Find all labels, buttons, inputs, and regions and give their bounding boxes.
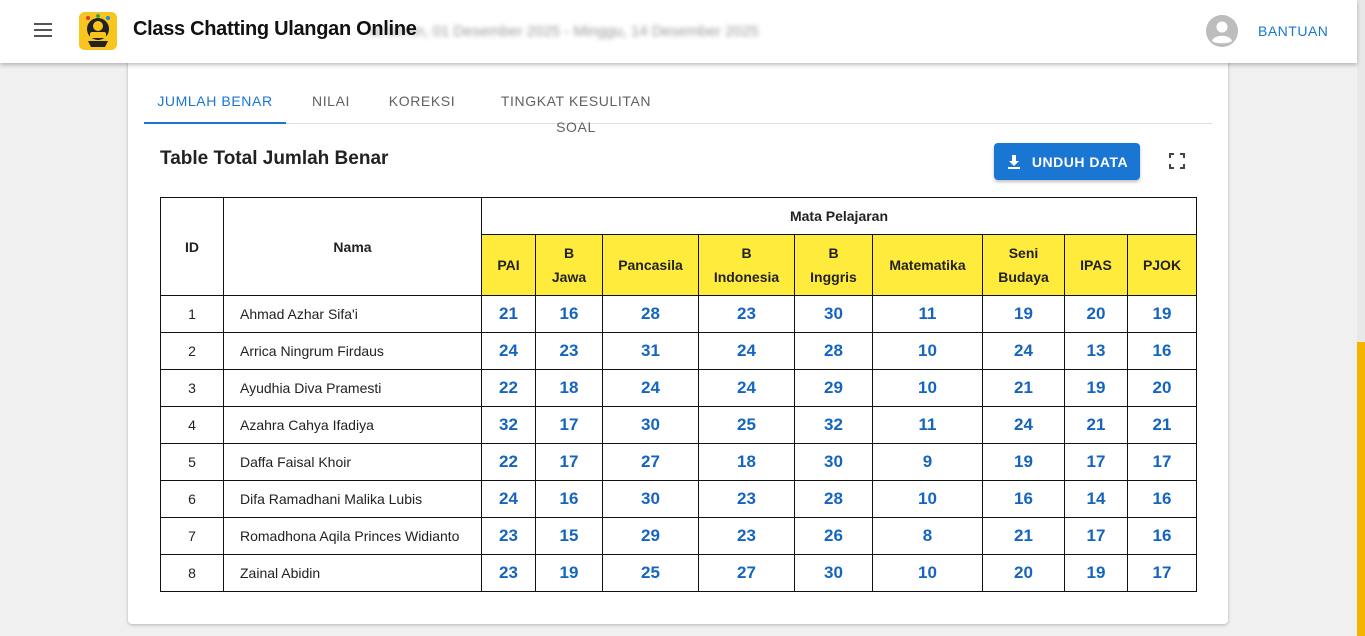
score-cell: 24 <box>482 481 536 518</box>
score-cell: 29 <box>795 370 873 407</box>
subject-header <box>603 235 699 296</box>
score-cell: 16 <box>1128 518 1197 555</box>
row-id: 5 <box>161 444 224 481</box>
score-cell: 11 <box>873 296 983 333</box>
score-cell: 24 <box>699 370 795 407</box>
score-cell: 16 <box>536 296 603 333</box>
score-cell: 24 <box>983 407 1065 444</box>
score-cell: 19 <box>536 555 603 592</box>
score-cell: 16 <box>1128 481 1197 518</box>
score-cell: 16 <box>983 481 1065 518</box>
score-cell: 30 <box>603 407 699 444</box>
score-cell: 10 <box>873 555 983 592</box>
tab-jumlah-benar[interactable]: JUMLAH BENAR <box>144 88 286 124</box>
score-cell: 21 <box>1128 407 1197 444</box>
tab-koreksi[interactable]: KOREKSI <box>388 93 456 109</box>
score-cell: 17 <box>1065 444 1128 481</box>
score-cell: 26 <box>795 518 873 555</box>
score-cell: 8 <box>873 518 983 555</box>
score-cell: 17 <box>536 444 603 481</box>
score-cell: 22 <box>482 444 536 481</box>
score-cell: 19 <box>983 444 1065 481</box>
subject-header <box>873 235 983 296</box>
score-cell: 21 <box>983 370 1065 407</box>
score-cell: 31 <box>603 333 699 370</box>
row-id: 4 <box>161 407 224 444</box>
score-cell: 20 <box>1065 296 1128 333</box>
subject-header-line: Pancasila <box>618 257 683 273</box>
subject-header <box>482 235 536 296</box>
row-id: 3 <box>161 370 224 407</box>
score-cell: 10 <box>873 481 983 518</box>
main-card <box>128 58 1228 624</box>
score-table <box>160 197 1197 592</box>
app-bar <box>0 0 1357 63</box>
download-button[interactable] <box>994 143 1140 180</box>
score-cell: 21 <box>1065 407 1128 444</box>
tab-tingkat-kesulitan-soal[interactable]: TINGKAT KESULITAN SOAL <box>500 93 652 135</box>
score-cell: 24 <box>482 333 536 370</box>
score-cell: 17 <box>536 407 603 444</box>
subject-header-line: Indonesia <box>713 269 780 285</box>
student-name: Romadhona Aqila Princes Widianto <box>224 518 482 555</box>
score-cell: 15 <box>536 518 603 555</box>
download-button-label: UNDUH DATA <box>1031 153 1129 170</box>
score-cell: 32 <box>482 407 536 444</box>
score-cell: 10 <box>873 333 983 370</box>
table-row <box>161 444 1197 481</box>
score-cell: 27 <box>699 555 795 592</box>
score-cell: 28 <box>603 296 699 333</box>
student-name: Arrica Ningrum Firdaus <box>224 333 482 370</box>
scrollbar-thumb[interactable] <box>1357 342 1365 636</box>
app-title: Class Chatting Ulangan Online <box>133 18 417 40</box>
score-cell: 13 <box>1065 333 1128 370</box>
blurred-subtitle: al Senin, 01 Desember 2025 - Minggu, 14 Desember 2025 <box>370 23 759 40</box>
row-id: 1 <box>161 296 224 333</box>
score-cell: 11 <box>873 407 983 444</box>
table-title: Table Total Jumlah Benar <box>160 148 389 169</box>
table-row <box>161 481 1197 518</box>
subject-header-line: Matematika <box>889 257 966 273</box>
row-id: 8 <box>161 555 224 592</box>
score-cell: 30 <box>603 481 699 518</box>
score-cell: 23 <box>699 481 795 518</box>
score-cell: 21 <box>482 296 536 333</box>
score-cell: 16 <box>1128 333 1197 370</box>
help-button[interactable]: BANTUAN <box>1258 23 1329 39</box>
score-cell: 22 <box>482 370 536 407</box>
score-cell: 24 <box>983 333 1065 370</box>
score-cell: 29 <box>603 518 699 555</box>
student-name: Daffa Faisal Khoir <box>224 444 482 481</box>
subject-header <box>1065 235 1128 296</box>
score-cell: 30 <box>795 296 873 333</box>
fullscreen-icon[interactable] <box>1166 150 1188 172</box>
score-cell: 30 <box>795 444 873 481</box>
tab-nilai[interactable]: NILAI <box>311 93 350 109</box>
subject-header-line: IPAS <box>1080 257 1112 273</box>
score-cell: 10 <box>873 370 983 407</box>
subject-header <box>536 235 603 296</box>
score-cell: 23 <box>699 296 795 333</box>
table-row <box>161 370 1197 407</box>
table-row <box>161 518 1197 555</box>
table-row <box>161 296 1197 333</box>
score-cell: 14 <box>1065 481 1128 518</box>
tab-bar <box>144 88 1212 135</box>
download-icon <box>1006 154 1022 170</box>
subject-header <box>699 235 795 296</box>
score-cell: 17 <box>1065 518 1128 555</box>
score-cell: 19 <box>983 296 1065 333</box>
student-name: Ayudhia Diva Pramesti <box>224 370 482 407</box>
table-row <box>161 555 1197 592</box>
subject-header <box>795 235 873 296</box>
score-cell: 23 <box>699 518 795 555</box>
score-cell: 24 <box>603 370 699 407</box>
score-cell: 25 <box>603 555 699 592</box>
score-cell: 19 <box>1065 555 1128 592</box>
score-cell: 24 <box>699 333 795 370</box>
subject-header-line: Inggris <box>810 269 857 285</box>
row-id: 6 <box>161 481 224 518</box>
score-cell: 17 <box>1128 555 1197 592</box>
table-row <box>161 333 1197 370</box>
score-cell: 23 <box>482 555 536 592</box>
student-name: Difa Ramadhani Malika Lubis <box>224 481 482 518</box>
score-cell: 25 <box>699 407 795 444</box>
score-cell: 32 <box>795 407 873 444</box>
score-cell: 17 <box>1128 444 1197 481</box>
score-cell: 28 <box>795 481 873 518</box>
student-name: Azahra Cahya Ifadiya <box>224 407 482 444</box>
id-header: ID <box>161 198 224 296</box>
subject-header-line: PAI <box>497 257 520 273</box>
logo-icon <box>79 12 117 50</box>
account-circle-icon[interactable] <box>1206 15 1238 47</box>
subject-header-line: B <box>828 245 839 261</box>
student-name: Ahmad Azhar Sifa'i <box>224 296 482 333</box>
score-cell: 18 <box>536 370 603 407</box>
name-header: Nama <box>224 198 482 296</box>
score-cell: 9 <box>873 444 983 481</box>
score-cell: 20 <box>1128 370 1197 407</box>
score-cell: 27 <box>603 444 699 481</box>
score-cell: 19 <box>1128 296 1197 333</box>
subject-header-line: Seni <box>1008 245 1039 261</box>
score-cell: 28 <box>795 333 873 370</box>
student-name: Zainal Abidin <box>224 555 482 592</box>
score-cell: 30 <box>795 555 873 592</box>
subject-header-line: B <box>741 245 752 261</box>
row-id: 2 <box>161 333 224 370</box>
score-cell: 20 <box>983 555 1065 592</box>
row-id: 7 <box>161 518 224 555</box>
score-cell: 21 <box>983 518 1065 555</box>
score-cell: 23 <box>536 333 603 370</box>
subject-header <box>983 235 1065 296</box>
menu-icon[interactable] <box>31 19 55 43</box>
subject-header-line: Jawa <box>551 269 587 285</box>
subject-header <box>1128 235 1197 296</box>
subject-group-header: Mata Pelajaran <box>482 198 1197 235</box>
subject-header-line: B <box>563 245 575 261</box>
subject-header-line: Budaya <box>998 269 1049 285</box>
score-cell: 16 <box>536 481 603 518</box>
score-cell: 23 <box>482 518 536 555</box>
subject-header-line: PJOK <box>1142 257 1182 273</box>
score-cell: 18 <box>699 444 795 481</box>
table-row <box>161 407 1197 444</box>
scrollbar[interactable] <box>1357 0 1365 636</box>
score-cell: 19 <box>1065 370 1128 407</box>
